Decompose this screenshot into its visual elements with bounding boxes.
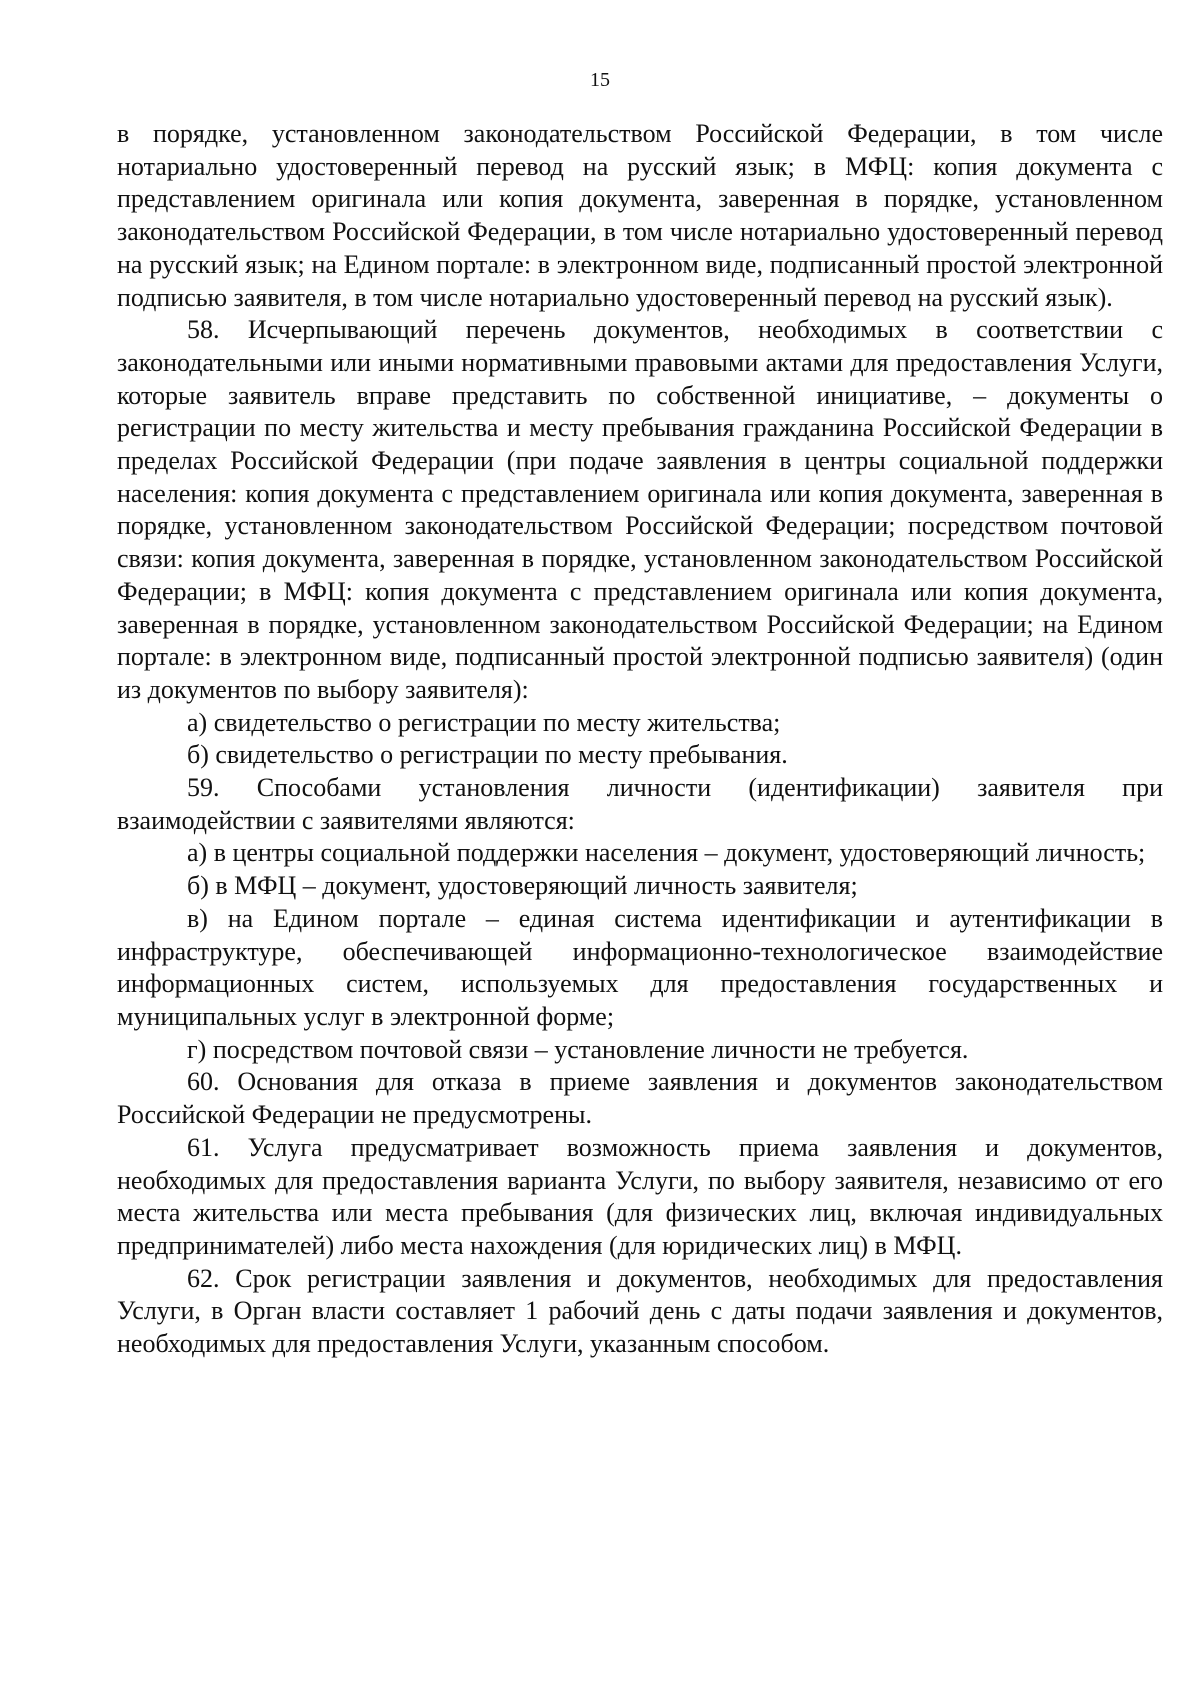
list-item-59a: а) в центры социальной поддержки населения – документ, удостоверяющий личность; — [187, 838, 1146, 868]
paragraph-59: 59. Способами установления личности (идентификации) заявителя при взаимодействии с заявителями являются: — [117, 773, 1163, 835]
paragraph-58: 58. Исчерпывающий перечень документов, необходимых в соответствии с законодательными или иными нормативными правовыми актами для предоставления Услуги, которые заявитель вправе представить по собственной инициативе, – документы о регистрации по месту жительства и месту пребывания гражданина Российской Федерации в пределах Российской Федерации (при подаче заявления в центры социальной поддержки населения: копия документа с представлением оригинала или копия документа, заверенная в порядке, установленном законодательством Российской Федерации; посредством почтовой связи: копия документа, заверенная в порядке, установленном законодательством Российской Федерации; в МФЦ: копия документа с представлением оригинала или копия документа, заверенная в порядке, установленном законодательством Российской Федерации; на Едином портале: в электронном виде, подписанный простой электронной подписью заявителя) (один из документов по выбору заявителя): — [117, 315, 1163, 704]
paragraph-61: 61. Услуга предусматривает возможность приема заявления и документов, необходимых для предоставления варианта Услуги, по выбору заявителя, независимо от его места жительства или места пребывания (для физических лиц, включая индивидуальных предпринимателей) либо места нахождения (для юридических лиц) в МФЦ. — [117, 1132, 1163, 1260]
paragraph-62: 62. Срок регистрации заявления и документов, необходимых для предоставления Услуги, в Орган власти составляет 1 рабочий день с даты подачи заявления и документов, необходимых для предоставления Услуги, указанным способом. — [117, 1263, 1163, 1359]
list-item-59g: г) посредством почтовой связи – установление личности не требуется. — [187, 1034, 969, 1064]
document-body — [117, 118, 1163, 1361]
paragraph-continuation: в порядке, установленном законодательством Российской Федерации, в том числе нотариально удостоверенный перевод на русский язык; в МФЦ: копия документа с представлением оригинала или копия документа, заверенная в порядке, установленном законодательством Российской Федерации, в том числе нотариально удостоверенный перевод на русский язык; на Едином портале: в электронном виде, подписанный простой электронной подписью заявителя, в том числе нотариально удостоверенный перевод на русский язык). — [117, 119, 1163, 312]
list-item-58b: б) свидетельство о регистрации по месту пребывания. — [187, 740, 788, 770]
paragraph-60: 60. Основания для отказа в приеме заявления и документов законодательством Российской Федерации не предусмотрены. — [117, 1067, 1163, 1130]
list-item-59v: в) на Едином портале – единая система идентификации и аутентификации в инфраструктуре, обеспечивающей информационно-технологическое взаимодействие информационных систем, используемых для предоставления государственных и муниципальных услуг в электронной форме; — [117, 903, 1163, 1031]
page-number: 15 — [590, 69, 610, 91]
list-item-59b: б) в МФЦ – документ, удостоверяющий личность заявителя; — [187, 871, 858, 901]
list-item-58a: а) свидетельство о регистрации по месту жительства; — [187, 707, 781, 737]
